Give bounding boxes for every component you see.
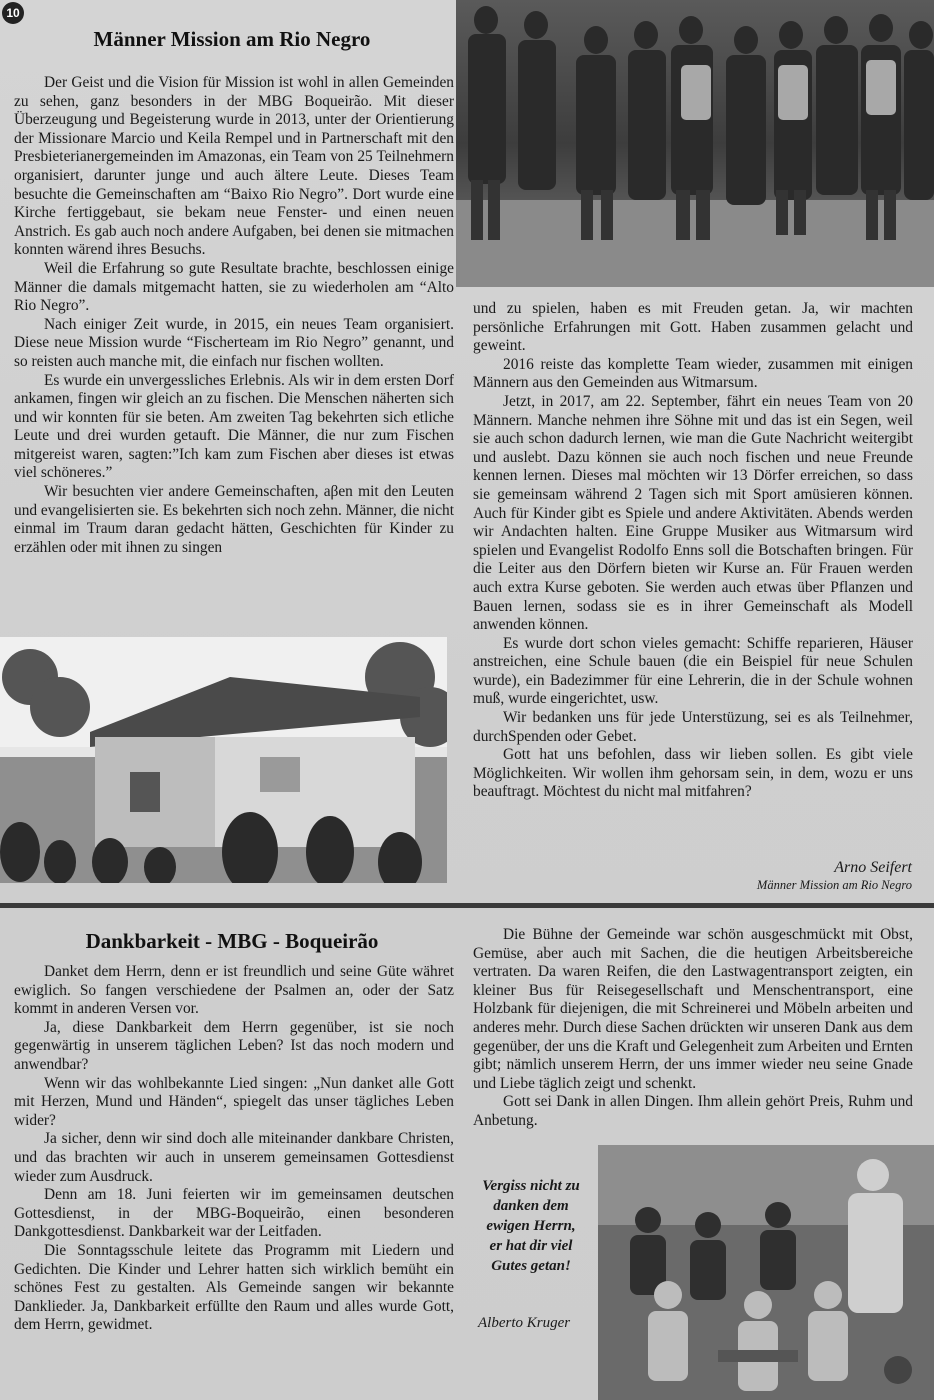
paragraph: Es wurde ein unvergessliches Erlebnis. Als wir in dem ersten Dorf ankamen, fingen wir gleich an zu fischen. Die Menschen näherten sich und wir konnten für sie beten. Am zweiten Tag bekehrten sich etliche Leute und drei wurden getauft. Die Männer, die nur zum Fischen mitgereist waren, sagten:”Ich kam zum Fischen aber dieses ist etwas viel schöneres.” [14,371,454,482]
article1-author: Arno Seifert [834,859,912,876]
paragraph: Nach einiger Zeit wurde, in 2015, ein neues Team organisiert. Diese neue Mission wurde “Fischerteam im Rio Negro” genannt, und so reisten auch manche mit, die einfach nur fischen wollten. [14,315,454,370]
quote-line: er hat dir viel [489,1238,573,1254]
paragraph: Wir besuchten vier andere Gemeinschaften, aβen mit den Leuten und evangelisierten sie. Es bekehrten sich noch zehn. Männer, die nicht einmal im Traum daran gedacht hätten, Geschichten für Kinder zu erzählen oder mit ihnen zu singen [14,483,455,556]
article2-title: Dankbarkeit - MBG - Boqueirão [85,929,379,953]
paragraph: Jetzt, in 2017, am 22. September, fährt ein neues Team von 20 Männern. Manche nehmen ihre Söhne mit und das ist ein Segen, weil sie auch schon dadurch lernen, wie man die Gute Nachricht weitergibt und auslebt. Dazu können sie auch noch fischen und neue Freunde kennen lernen. Dieses mal möchten wir 13 Dörfer erreichen, so dass sie gemeinsam während 2 Tagen sich mit Sport amüsieren können. Auch für Kinder gibt es Spiele und andere Aktivitäten. Abends werden wir Andachten halten. Eine Gruppe Musiker aus Witmarsum wird spielen und Evangelist Rodolfo Enns soll die Botschaften bringen. Für die Leiter aus den Dörfern bieten wir Kurse an. Für Frauen werden auch extra Kurse geboten. Sie werden auch etwas über Pflanzen und Bauen lernen, sodass sie es in ihrer Gemeinschaft als Modell anwenden können. [473,392,913,634]
group-photo [456,0,934,287]
article2-author: Alberto Kruger [478,1315,571,1331]
quote-line: Vergiss nicht zu [482,1178,580,1194]
paragraph: 2016 reiste das komplette Team wieder, zusammen mit einigen Männern aus den Gemeinden aus Witmarsum. [473,355,913,392]
article1-column-left [14,74,454,557]
paragraph: Der Geist und die Vision für Mission ist wohl in allen Gemeinden zu sehen, ganz besonders in der MBG Boqueirão. Mit dieser Überzeugung und Begeisterung wurde in 2013, unter der Orientierung der Missionare Marcio und Keila Rempel und in Partnerschaft mit den Presbieterianergemeinden im Amazonas, ein Team von 25 Teilnehmern organisiert, darunter junge und auch ältere Leute. Dieses Team besuchte die Gemeinschaften am “Baixo Rio Negro”. Dort wurde eine Kirche fertiggebaut, sie bekam neue Fenster- und einen neuen Anstrich. Es gab auch noch andere Aufgaben, bei denen sie mitmachen konnten wärend ihres Besuchs. [14,74,454,259]
paragraph: Denn am 18. Juni feierten wir im gemeinsamen deutschen Gottesdienst, in der MBG-Boqueirão, einen besonderen Dankgottesdienst. Dankbarkeit war der Leitfaden. [14,1186,454,1241]
article2-quote [468,1176,594,1276]
article2-column-left [14,963,454,1335]
paragraph: Gott hat uns befohlen, dass wir lieben sollen. Es gibt viele Möglichkeiten. Wir wollen ihm gehorsam sein, in dem, wozu er uns beauftragt. Möchtest du nicht mal mitfahren? [473,746,913,801]
paragraph: Ja sicher, denn wir sind doch alle miteinander dankbare Christen, und das brachten wir auch in unserem gemeinsamen Gottesdienst wieder zum Ausdruck. [14,1130,454,1185]
article1-title: Männer Mission am Rio Negro [93,27,371,51]
quote-line: danken dem [493,1198,569,1214]
paragraph: Danket dem Herrn, denn er ist freundlich und seine Güte währet ewiglich. So fangen verschiedene der Psalmen an, oder der Satz kommt in anderen Versen vor. [14,963,454,1018]
house-photo [0,637,447,883]
paragraph: Es wurde dort schon vieles gemacht: Schiffe reparieren, Häuser anstreichen, eine Schule bauen (die ein Beispiel für neue Schulen wurde), ein Badezimmer für eine Lehrerin, die in der Schule wohnen muß, wurde eingerichtet, usw. [473,634,913,708]
children-photo [598,1145,934,1400]
paragraph: Wir bedanken uns für jede Unterstüzung, sei es als Teilnehmer, durchSpenden oder Gebet. [473,709,913,745]
article1-column-right [473,300,913,802]
paragraph: Die Bühne der Gemeinde war schön ausgeschmückt mit Obst, Gemüse, aber auch mit Sachen, die die heutigen Arbeitsbereiche vertraten. Da waren Reifen, die den Lastwagentransport zeigten, ein kleiner Bus für Reisegesellschaft und Menschentransport, eine Holzbank für diejenigen, die mit Schreinerei und Möbeln arbeiten und anderes mehr. Durch diese Sachen drückten wir unseren Dank aus dem gegenüber, der uns die Kraft und Gelegenheit zum Arbeiten und Ernten gibt; nämlich unserem Herrn, der uns immer wieder neu seine Gnade und Liebe täglich zeigt und schenkt. [473,926,913,1092]
paragraph: Die Sonntagsschule leitete das Programm mit Liedern und Gedichten. Die Kinder und Lehrer hatten sich wirklich bemüht ein schönes Fest zu gestalten. Als Gemeinde sangen wir bekannte Danklieder. Ja, Dankbarkeit erfüllte den Raum und alles wurde Gott, dem Herrn, gewidmet. [14,1241,454,1334]
section-divider [0,903,934,908]
article2-column-right [473,926,913,1131]
paragraph: Ja, diese Dankbarkeit dem Herrn gegenüber, ist sie noch gegenwärtig in unserem täglichen Leben? Ist das noch modern und anwendbar? [14,1018,454,1073]
paragraph: Weil die Erfahrung so gute Resultate brachte, beschlossen einige Männer die damals mitgemacht hatten, sie zu wiederholen am “Alto Rio Negro”. [14,259,454,315]
page-number-badge: 10 [2,2,24,24]
paragraph: Wenn wir das wohlbekannte Lied singen: „Nun danket alle Gott mit Herzen, Mund und Händen“, spiegelt das unser tägliches Leben wider? [14,1074,454,1129]
quote-line: Gutes getan! [491,1258,571,1274]
article1-author-affiliation: Männer Mission am Rio Negro [756,878,912,892]
quote-line: ewigen Herrn, [486,1218,576,1234]
paragraph: Gott sei Dank in allen Dingen. Ihm allein gehört Preis, Ruhm und Anbetung. [473,1093,913,1129]
paragraph: und zu spielen, haben es mit Freuden getan. Ja, wir machten persönliche Erfahrungen mit Gott. Haben zusammen gelacht und geweint. [473,300,913,355]
